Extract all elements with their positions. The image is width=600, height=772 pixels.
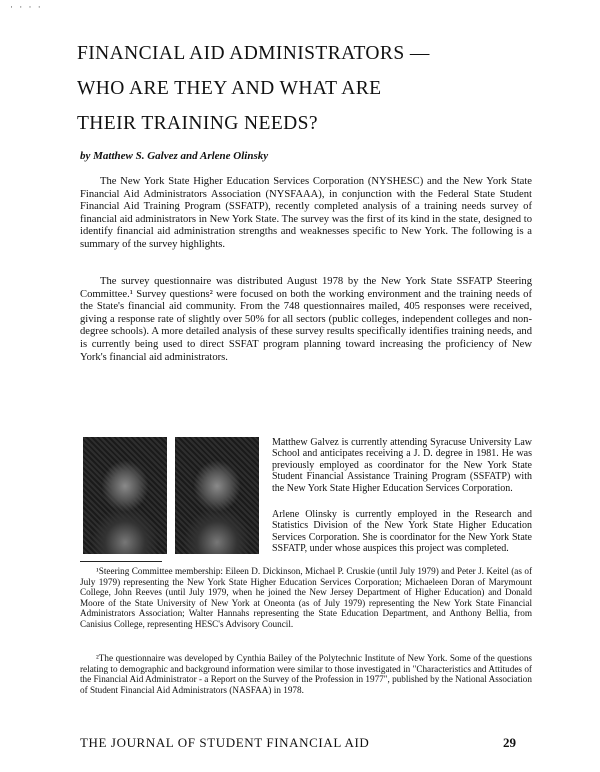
body-paragraph-1: The New York State Higher Education Services Corporation (NYSHESC) and the New York State Financial Aid Administrators Association (NYSFAAA), in conjunction with the Federal State Student Financial Aid Training Program (SSFATP), recently completed analysis of a training needs survey of financial aid administrators in New York State. The survey was the first of its kind in the state, designed to identify financial aid administration strengths and weaknesses specific to New York. The following is a summary of the survey highlights. (80, 176, 532, 250)
title-line-3: THEIR TRAINING NEEDS? (77, 113, 318, 134)
author-photo-galvez (83, 437, 167, 554)
title-line-1: FINANCIAL AID ADMINISTRATORS — (77, 43, 430, 64)
footnote-2: ²The questionnaire was developed by Cynthia Bailey of the Polytechnic Institute of New York. Some of the questions relating to demographic and background information were similar to those investigated in "Characteristics and Attitudes of the Financial Aid Administrator - a Report on the Survey of the Profession in 1977", published by the National Association of Student Financial Aid Administrators (NASFAA) in 1978. (80, 653, 532, 695)
scan-corner-marks: · · · · (10, 2, 43, 12)
author-bio-galvez: Matthew Galvez is currently attending Syracuse University Law School and anticipates receiving a J. D. degree in 1981. He was previously employed as coordinator for the New York State Student Financial Assistance Training Program (SSFATP) with the New York State Higher Education Services Corporation. (272, 437, 532, 494)
footnote-divider (80, 561, 162, 562)
article-title (77, 36, 547, 141)
author-bio-olinsky: Arlene Olinsky is currently employed in the Research and Statistics Division of the New York State Higher Education Services Corporation. She is coordinator for the New York State SSFATP, under whose auspices this project was completed. (272, 509, 532, 555)
author-photo-olinsky (175, 437, 259, 554)
journal-name-footer: THE JOURNAL OF STUDENT FINANCIAL AID (80, 735, 370, 750)
byline: by Matthew S. Galvez and Arlene Olinsky (80, 150, 269, 162)
title-line-2: WHO ARE THEY AND WHAT ARE (77, 78, 382, 99)
page-number: 29 (503, 735, 516, 750)
footnote-1: ¹Steering Committee membership: Eileen D. Dickinson, Michael P. Cruskie (until July 1979) and Peter J. Keitel (as of July 1979) representing the New York State Higher Education Services Corporation; Michaeleen Doran of Marymount College, John Reeves (until July 1979, when he joined the New Jersey Department of Higher Education) and Donald Moore of the State University of New York at Oneonta (as of July 1979) representing the New York State Financial Administrators Association; Walter Hannahs representing the State Education Department, and Anthony Bellia, from Canisius College, representing HESC's Advisory Council. (80, 566, 532, 629)
body-paragraph-2: The survey questionnaire was distributed August 1978 by the New York State SSFATP Steering Committee.¹ Survey questions² were focused on both the working environment and the training needs of the State's financial aid community. From the 748 questionnaires mailed, 405 responses were received, giving a response rate of slightly over 50% for all sectors (public colleges, independent colleges and non-degree schools). A more detailed analysis of these survey results specifically identifies training needs, and is currently being used to direct SSFAT program planning toward increasing the proficiency of New York's financial aid administrators. (80, 276, 532, 363)
